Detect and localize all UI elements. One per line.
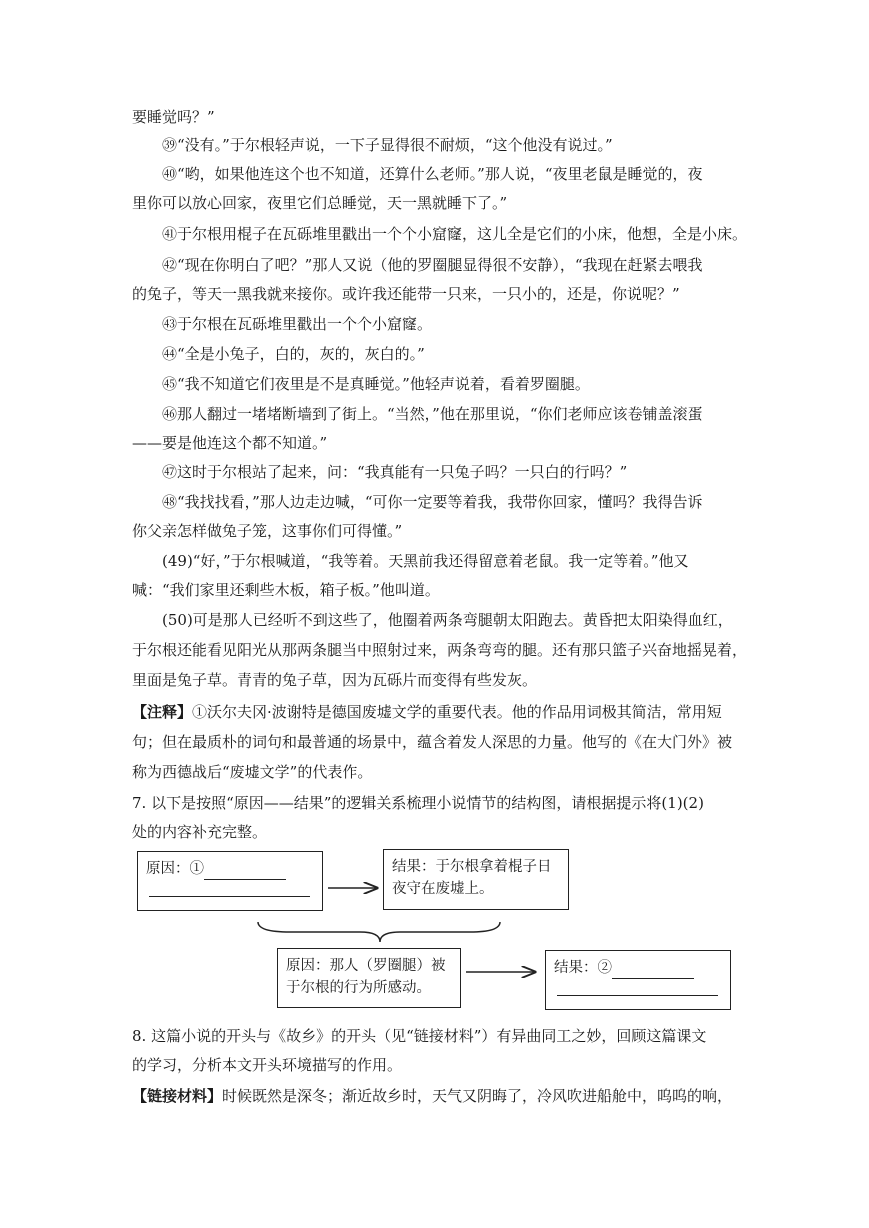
note-label: 【注释】 [132,703,193,721]
answer-blank-1[interactable] [204,879,286,880]
paragraph-line: 要睡觉吗？” [132,108,215,126]
link-material [132,1086,732,1106]
cause-text-2a: 原因：那人（罗圈腿）被 [286,958,446,974]
paragraph-46: ㊻那人翻过一堵堵断墙到了街上。“当然，”他在那里说，“你们老师应该卷铺盖滚蛋 [162,405,703,423]
brace [258,922,500,942]
note-line: 称为西德战后“废墟文学”的代表作。 [132,763,373,781]
paragraph-line: ——要是他连这个都不知道。” [132,434,328,452]
cause-label-1: 原因：① [146,861,204,877]
answer-blank-2-line2[interactable] [557,995,718,996]
note-text: ①沃尔夫冈·波谢特是德国废墟文学的重要代表。他的作品用词极其简洁，常用短 [192,703,722,721]
cause-box-2 [277,948,461,1008]
question-7: 7. 以下是按照“原因——结果”的逻辑关系梳理小说情节的结构图，请根据提示将(1)(2) [132,794,704,812]
paragraph-line: 里面是兔子草。青青的兔子草，因为瓦砾片而变得有些发灰。 [132,671,538,689]
paragraph-47: ㊼这时于尔根站了起来，问：“我真能有一只兔子吗？一只白的行吗？” [162,463,628,481]
paragraph-line: 的兔子，等天一黑我就来接你。或许我还能带一只来，一只小的，还是，你说呢？” [132,285,680,303]
question-7-line: 处的内容补充完整。 [132,823,268,841]
paragraph-line: 你父亲怎样做兔子笼，这事你们可得懂。” [132,522,403,540]
result-text-1a: 结果：于尔根拿着棍子日 [392,859,552,875]
question-8: 8. 这篇小说的开头与《故乡》的开头（见“链接材料”）有异曲同工之妙，回顾这篇课文 [132,1027,707,1045]
note-line: 句；但在最质朴的词句和最普通的场景中，蕴含着发人深思的力量。他写的《在大门外》被 [132,733,733,751]
paragraph-48: ㊽“我找找看，”那人边走边喊，“可你一定要等着我，我带你回家，懂吗？我得告诉 [162,493,703,511]
paragraph-49: (49)“好，”于尔根喊道，“我等着。天黑前我还得留意着老鼠。我一定等着。”他又 [162,552,689,570]
paragraph-line: 喊：“我们家里还剩些木板，箱子板。”他叫道。 [132,581,440,599]
result-text-1b: 夜守在废墟上。 [392,881,494,897]
paragraph-39: ㊴“没有。”于尔根轻声说，一下子显得很不耐烦，“这个他没有说过。” [162,136,613,154]
paragraph-41: ㊶于尔根用棍子在瓦砾堆里戳出一个个小窟窿，这儿全是它们的小床，他想，全是小床。 [162,225,748,243]
paragraph-42: ㊷“现在你明白了吧？”那人又说（他的罗圈腿显得很不安静），“我现在赶紧去喂我 [162,256,703,274]
paragraph-45: ㊺“我不知道它们夜里是不是真睡觉。”他轻声说着，看着罗圈腿。 [162,375,590,393]
paragraph-44: ㊹“全是小兔子，白的，灰的，灰白的。” [162,345,425,363]
link-label: 【链接材料】 [132,1087,223,1105]
question-8-line: 的学习，分析本文开头环境描写的作用。 [132,1056,403,1074]
answer-blank-2[interactable] [612,978,694,979]
result-box-1 [383,849,569,910]
paragraph-50: (50)可是那人已经听不到这些了，他圈着两条弯腿朝太阳跑去。黄昏把太阳染得血红， [162,611,733,629]
link-text: 时候既然是深冬；渐近故乡时，天气又阴晦了，冷风吹进船舱中，呜呜的响， [222,1087,733,1105]
paragraph-line: 里你可以放心回家，夜里它们总睡觉，天一黑就睡下了。” [132,194,508,212]
paragraph-43: ㊸于尔根在瓦砾堆里戳出一个个小窟窿。 [162,315,433,333]
cause-box-1 [137,851,323,911]
paragraph-line: 于尔根还能看见阳光从那两条腿当中照射过来，两条弯弯的腿。还有那只篮子兴奋地摇晃着， [132,641,748,659]
answer-blank-1-line2[interactable] [149,896,310,897]
paragraph-40: ㊵“哟，如果他连这个也不知道，还算什么老师。”那人说，“夜里老鼠是睡觉的，夜 [162,165,703,183]
result-label-2: 结果：② [554,960,612,976]
result-box-2 [545,950,731,1010]
cause-text-2b: 于尔根的行为所感动。 [286,980,431,996]
